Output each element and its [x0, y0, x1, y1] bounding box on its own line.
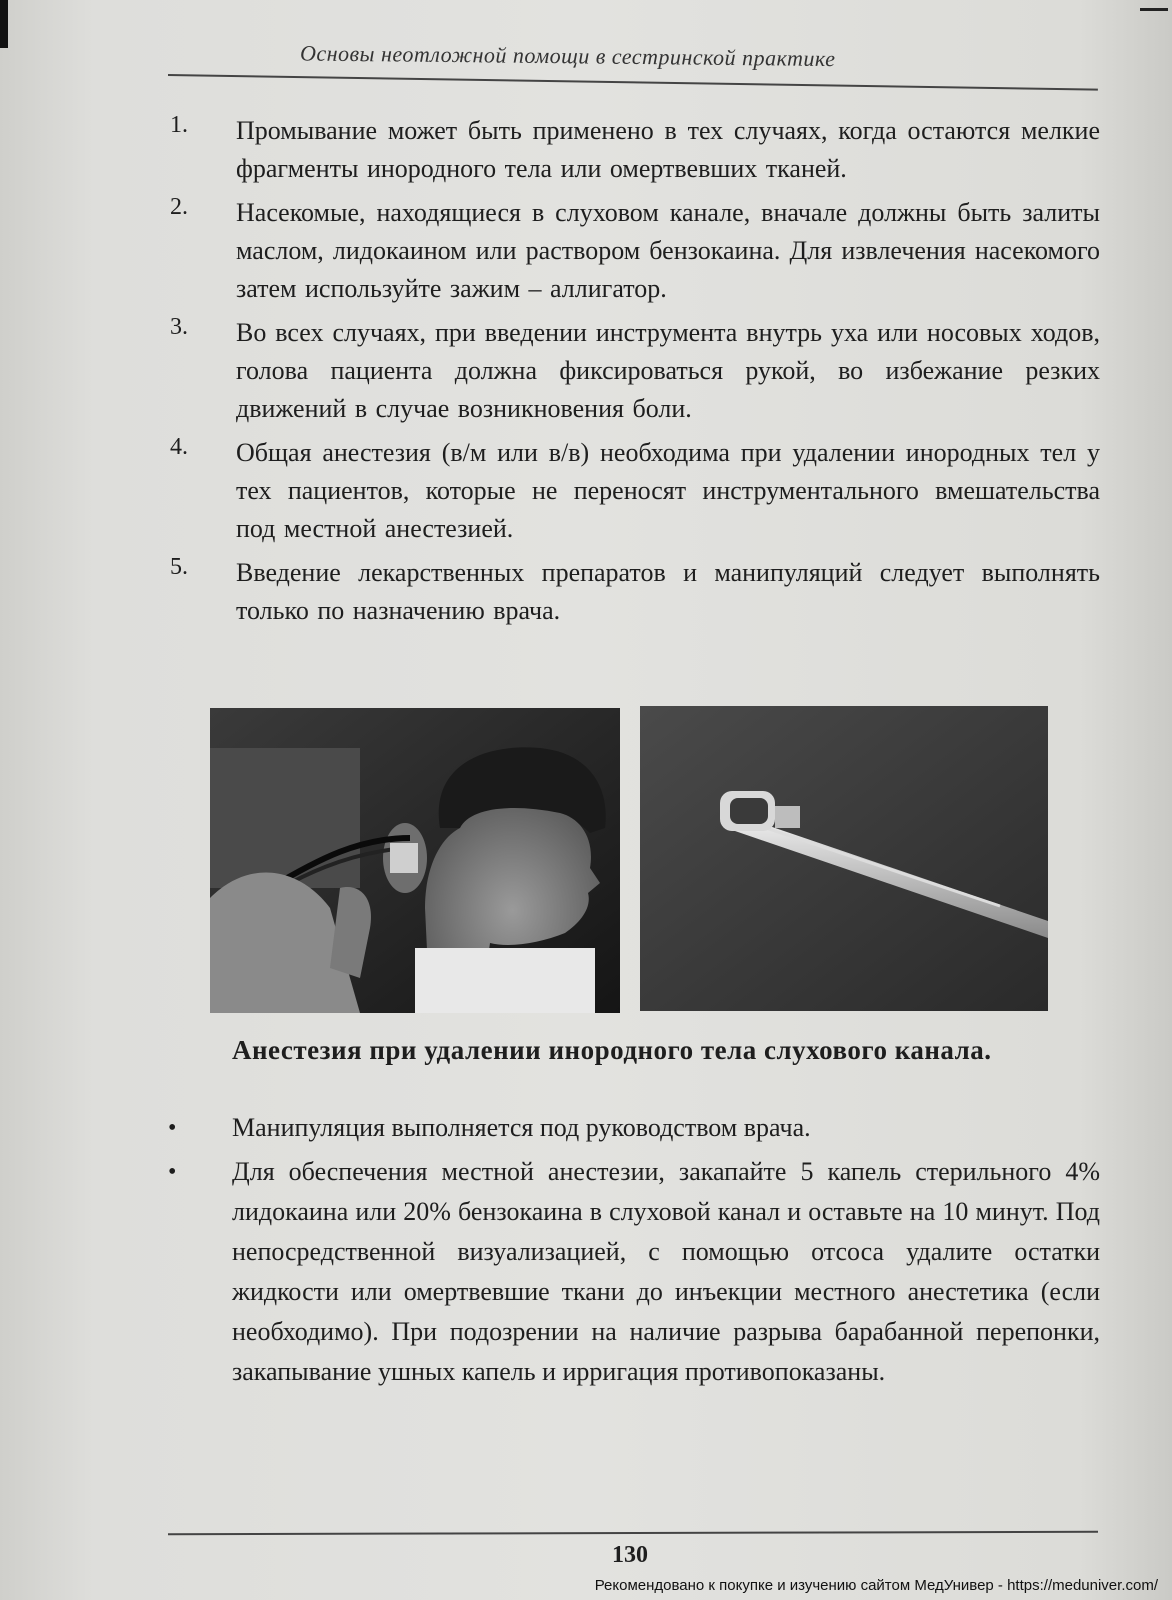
page-edge-shadow [0, 0, 8, 48]
list-item [160, 314, 1100, 428]
list-item-text: Во всех случаях, при введении инструмента внутрь уха или носовых ходов, голова пациента должна фиксироваться рукой, во избежание резких движений в случае возникновения боли. [236, 318, 1100, 423]
list-item [160, 434, 1100, 548]
page-number: 130 [612, 1542, 648, 1568]
numbered-list [160, 112, 1100, 636]
list-item [160, 112, 1100, 188]
bullet-text: Манипуляция выполняется под руководством врача. [232, 1113, 811, 1142]
alligator-forceps-photo [640, 706, 1048, 1011]
list-item-text: Введение лекарственных препаратов и манипуляций следует выполнять только по назначению врача. [236, 558, 1100, 625]
figure-row [210, 708, 1060, 1013]
running-header: Основы неотложной помощи в сестринской практике [299, 40, 836, 72]
list-item-number: 5. [170, 554, 188, 580]
corner-mark [1140, 8, 1168, 11]
bullet-text: Для обеспечения местной анестезии, закапайте 5 капель стерильного 4% лидокаина или 20% бензокаина в слуховой канал и оставьте на 10 минут. Под непосредственной визуализацией, с помощью отсоса удалите остатки жидкости или омертвевшие ткани до инъекции местного анестетика (если необходимо). При подозрении на наличие разрыва барабанной перепонки, закапывание ушных капель и ирригация противопоказаны. [232, 1157, 1100, 1386]
watermark-text: Рекомендовано к покупке и изучению сайтом МедУнивер - https://meduniver.com/ [594, 1577, 1158, 1594]
bullet-item [160, 1152, 1100, 1392]
bullet-item [160, 1108, 1100, 1148]
list-item-number: 3. [170, 314, 188, 340]
header-rule [168, 74, 1098, 91]
bullet-marker: • [168, 1115, 177, 1141]
footer-rule [168, 1531, 1098, 1535]
list-item [160, 554, 1100, 630]
list-item-number: 4. [170, 434, 188, 460]
list-item-text: Насекомые, находящиеся в слуховом канале, вначале должны быть залиты маслом, лидокаином или раствором бензокаина. Для извлечения насекомого затем используйте зажим – аллигатор. [236, 198, 1100, 303]
section-title: Анестезия при удалении инородного тела слухового канала. [232, 1035, 992, 1065]
patient-ear-photo [210, 708, 620, 1013]
list-item [160, 194, 1100, 308]
list-item-text: Промывание может быть применено в тех случаях, когда остаются мелкие фрагменты инородного тела или омертвевших тканей. [236, 116, 1100, 183]
bullet-list [160, 1108, 1100, 1396]
list-item-number: 2. [170, 194, 188, 220]
list-item-number: 1. [170, 112, 188, 138]
list-item-text: Общая анестезия (в/м или в/в) необходима при удалении инородных тел у тех пациентов, которые не переносят инструментального вмешательства под местной анестезией. [236, 438, 1100, 543]
bullet-marker: • [168, 1159, 177, 1185]
